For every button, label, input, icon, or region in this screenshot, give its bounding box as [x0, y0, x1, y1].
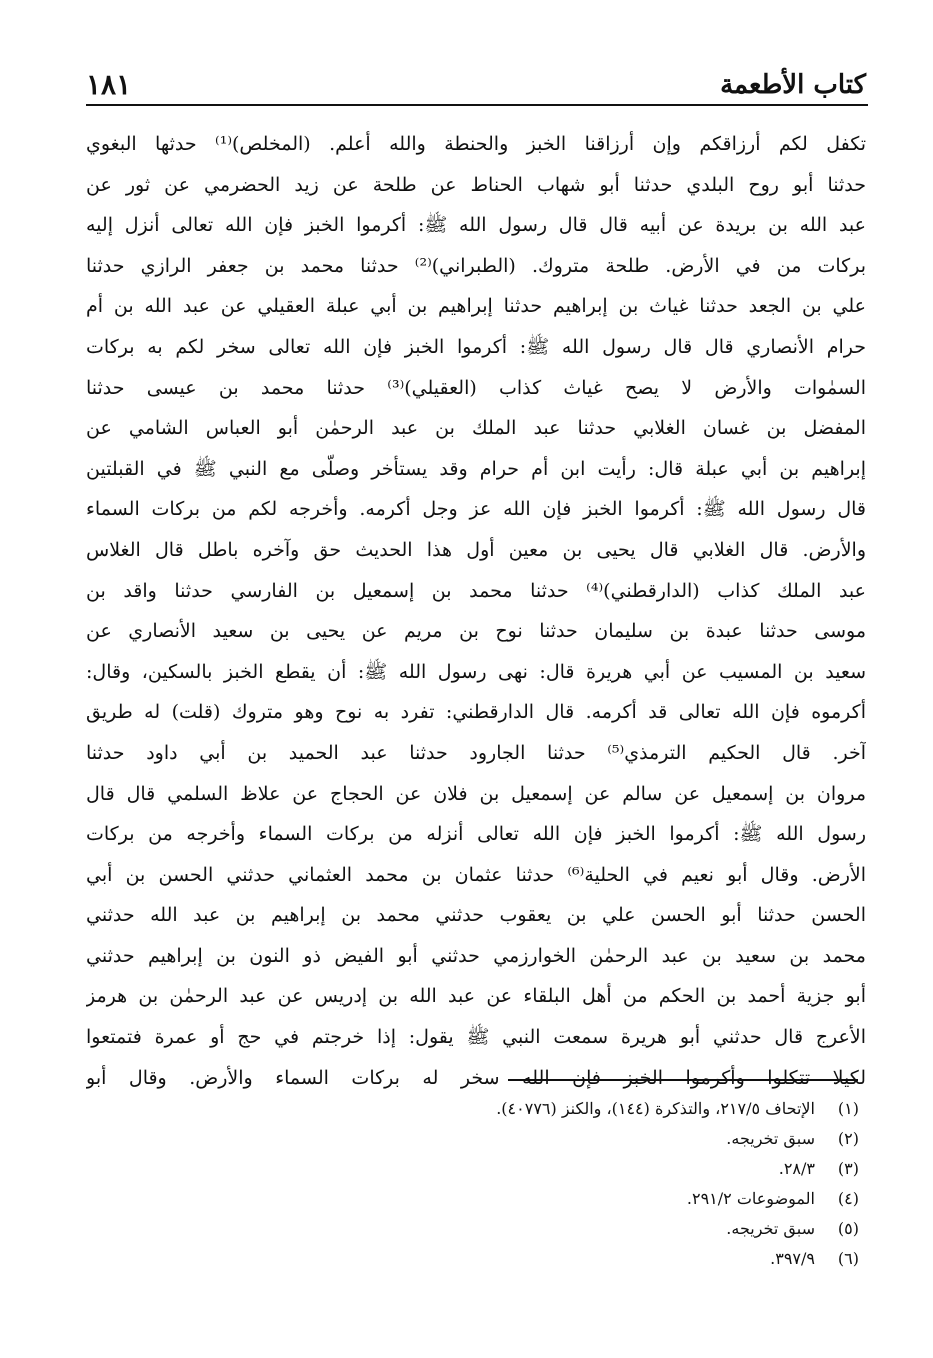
text-line: آخر. قال الحكيم الترمذي⁽⁵⁾ حدثنا الجارود حدثنا عبد الحميد بن أبي داود حدثنا — [86, 741, 866, 764]
text-line: سعيد بن المسيب عن أبي هريرة قال: نهى رسول الله ﷺ: أن يقطع الخبز بالسكين، وقال: — [86, 660, 866, 683]
text-line: أبو جزية أحمد بن الحكم من أهل البلقاء عن عبد الله بن إدريس عن عبد الرحمٰن بن هرمز — [86, 985, 866, 1008]
footnote-text: الإتحاف ٢١٧/٥، والتذكرة (١٤٤)، والكنز (٤٠٧٧٦). — [496, 1099, 815, 1118]
text-line: عبد الملك كذاب (الدارقطني)⁽⁴⁾ حدثنا محمد بن إسمعيل بن الفارسي حدثنا واقد بن — [86, 579, 866, 602]
text-line: علي بن الجعد حدثنا غياث بن إبراهيم حدثنا إبراهيم بن أبي عبلة العقيلي عن عبد الله بن أم — [86, 295, 866, 318]
text-line: الأعرج قال حدثني أبو هريرة سمعت النبي ﷺ يقول: إذا خرجتم في حج أو عمرة فتمتعوا — [86, 1026, 866, 1049]
footnote-item — [299, 1184, 859, 1214]
main-text — [86, 124, 866, 1098]
text-line: بركات من في الأرض. طلحة متروك. (الطبراني)⁽²⁾ حدثنا محمد بن جعفر الرازي حدثنا — [86, 254, 866, 277]
footnote-item — [299, 1124, 859, 1154]
footnote-number: (٣) — [837, 1159, 859, 1178]
text-line: حدثنا أبو روح البلدي حدثنا أبو شهاب الحناط عن طلحة عن زيد الحضرمي عن ثور عن — [86, 173, 866, 196]
footnote-text: سبق تخريجه. — [726, 1129, 815, 1148]
text-line: موسى حدثنا عبدة بن سليمان حدثنا نوح بن مريم عن يحيى بن سعيد الأنصاري عن — [86, 620, 866, 643]
page-header — [86, 62, 866, 106]
page-number: ١٨١ — [86, 68, 132, 101]
footnote-item — [299, 1094, 859, 1124]
footnotes — [299, 1094, 859, 1274]
footnote-number: (٢) — [837, 1129, 859, 1148]
footnote-number: (٦) — [837, 1249, 859, 1268]
text-line: أكرموه فإن الله تعالى قد أكرمه. قال الدارقطني: تفرد به نوح وهو متروك (قلت) له طريق — [86, 701, 866, 724]
text-line: المفضل بن غسان الغلابي حدثنا عبد الملك بن عبد الرحمٰن أبو العباس الشامي عن — [86, 417, 866, 440]
header-divider — [86, 104, 868, 106]
footnote-number: (١) — [837, 1099, 859, 1118]
text-line: حرام الأنصاري قال قال رسول الله ﷺ: أكرموا الخبز فإن الله تعالى سخر لكم به بركات — [86, 335, 866, 358]
footnote-divider — [508, 1079, 858, 1081]
footnote-item — [299, 1214, 859, 1244]
footnote-text: سبق تخريجه. — [726, 1219, 815, 1238]
text-line: عبد الله بن بريدة عن أبيه قال قال رسول الله ﷺ: أكرموا الخبز فإن الله تعالى أنزل إليه — [86, 214, 866, 237]
text-line: والأرض. قال الغلابي قال يحيى بن معين أول هذا الحديث حق وآخره باطل قال الغلاس — [86, 538, 866, 561]
text-line: محمد بن سعيد بن عبد الرحمٰن الخوارزمي حدثني أبو الفيض ذو النون بن إبراهيم حدثني — [86, 944, 866, 967]
text-line: قال رسول الله ﷺ: أكرموا الخبز فإن الله عز وجل أكرمه. وأخرجه لكم من بركات السماء — [86, 498, 866, 521]
footnote-item — [299, 1244, 859, 1274]
text-line: السمٰوات والأرض لا يصح غياث كذاب (العقيلي)⁽³⁾ حدثنا محمد بن عيسى حدثنا — [86, 376, 866, 399]
footnote-item — [299, 1154, 859, 1184]
text-line: إبراهيم بن أبي عبلة قال: رأيت ابن أم حرام وقد يستأخر وصلّى مع النبي ﷺ في القبلتين — [86, 457, 866, 480]
text-line: مروان بن إسمعيل عن سالم عن إسمعيل بن فلان عن الحجاج عن علاظ السلمي قال قال — [86, 782, 866, 805]
chapter-title: كتاب الأطعمة — [720, 70, 866, 100]
footnote-number: (٥) — [837, 1219, 859, 1238]
text-line: لكيلا تتكلوا وأكرموا الخبز فإن الله سخر له بركات السماء والأرض. وقال أبو — [86, 1066, 866, 1089]
text-line: رسول الله ﷺ: أكرموا الخبز فإن الله تعالى أنزله من بركات السماء وأخرجه من بركات — [86, 823, 866, 846]
text-line: الأرض. وقال أبو نعيم في الحلية⁽⁶⁾ حدثنا عثمان بن محمد العثماني حدثني الحسن بن أبي — [86, 863, 866, 886]
footnote-text: ٢٨/٣. — [778, 1159, 815, 1178]
footnote-number: (٤) — [837, 1189, 859, 1208]
footnote-text: الموضوعات ٢٩١/٢. — [686, 1189, 815, 1208]
text-line: تكفل لكم أرزاقكم وإن أرزاقنا الخبز والحنطة والله أعلم. (المخلص)⁽¹⁾ حدثها البغوي — [86, 133, 866, 155]
footnote-text: ٣٩٧/٩. — [770, 1249, 815, 1268]
text-line: الحسن حدثنا أبو الحسن علي بن يعقوب حدثني محمد بن إبراهيم بن عبد الله حدثني — [86, 904, 866, 927]
